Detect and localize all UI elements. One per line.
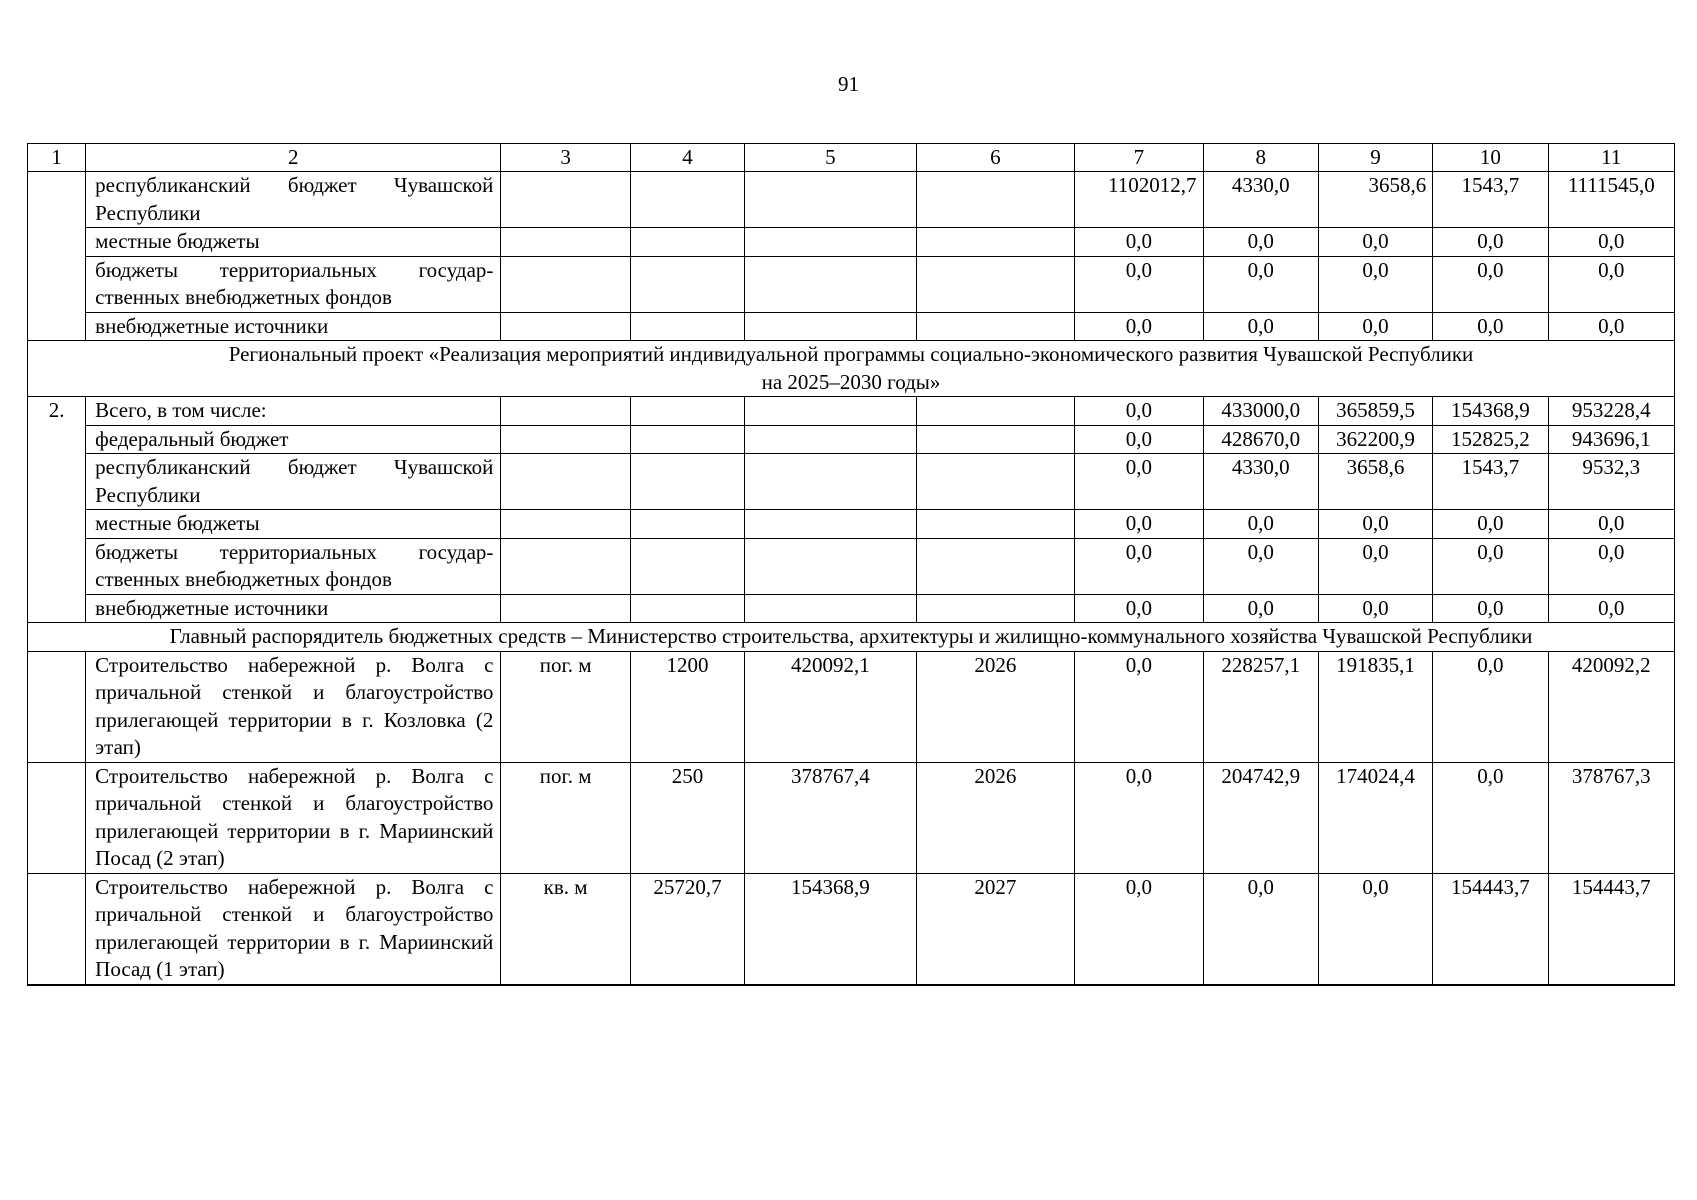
table-row [28,256,1675,312]
table-row [28,397,1675,426]
row-number-cell [28,256,86,312]
value-cell: 0,0 [1075,425,1203,454]
source-name: местные бюджеты [86,510,501,539]
column-header: 1 [28,144,86,172]
row-number-cell [28,594,86,623]
object-row [28,651,1675,762]
source-name: республиканский бюджет Чувашской Республики [86,454,501,510]
empty-cell [916,454,1074,510]
year-cell: 2026 [916,651,1074,762]
empty-cell [501,510,630,539]
value-cell: 0,0 [1075,762,1203,873]
chief-manager-row [28,623,1675,652]
value-cell: 4330,0 [1203,172,1318,228]
column-header: 4 [630,144,744,172]
object-name: Строительство набережной р. Волга с причальной стенкой и благоустройство прилегающей территории в г. Мариинский Посад (2 этап) [86,762,501,873]
empty-cell [630,425,744,454]
column-header: 9 [1318,144,1432,172]
row-number-cell [28,228,86,257]
empty-cell [916,228,1074,257]
empty-cell [501,454,630,510]
value-cell: 0,0 [1075,228,1203,257]
column-header: 7 [1075,144,1203,172]
table-row [28,454,1675,510]
empty-cell [630,397,744,426]
source-name: Всего, в том числе: [86,397,501,426]
capacity-cell: 25720,7 [630,873,744,985]
empty-cell [745,228,917,257]
unit-cell: кв. м [501,873,630,985]
value-cell: 0,0 [1203,538,1318,594]
empty-cell [745,172,917,228]
value-cell: 174024,4 [1318,762,1432,873]
empty-cell [501,172,630,228]
value-cell: 0,0 [1203,228,1318,257]
value-cell: 0,0 [1318,312,1432,341]
value-cell: 0,0 [1075,397,1203,426]
value-cell: 0,0 [1318,594,1432,623]
value-cell: 1102012,7 [1075,172,1203,228]
table-row [28,594,1675,623]
value-cell: 0,0 [1318,538,1432,594]
value-cell: 378767,3 [1548,762,1674,873]
value-cell: 228257,1 [1203,651,1318,762]
object-name: Строительство набережной р. Волга с причальной стенкой и благоустройство прилегающей территории в г. Мариинский Посад (1 этап) [86,873,501,985]
empty-cell [501,538,630,594]
value-cell: 0,0 [1548,594,1674,623]
year-cell: 2027 [916,873,1074,985]
table-row [28,312,1675,341]
empty-cell [916,425,1074,454]
empty-cell [630,454,744,510]
empty-cell [745,538,917,594]
value-cell: 0,0 [1548,256,1674,312]
value-cell: 154443,7 [1548,873,1674,985]
value-cell: 0,0 [1318,510,1432,539]
empty-cell [745,256,917,312]
empty-cell [916,172,1074,228]
value-cell: 0,0 [1548,538,1674,594]
table-row [28,228,1675,257]
object-name: Строительство набережной р. Волга с причальной стенкой и благоустройство прилегающей территории в г. Козловка (2 этап) [86,651,501,762]
column-header: 3 [501,144,630,172]
empty-cell [916,256,1074,312]
row-number-cell [28,510,86,539]
regional-project-line-2: на 2025–2030 годы» [761,369,941,394]
value-cell: 0,0 [1433,312,1548,341]
budget-table [27,143,1675,986]
column-header: 2 [86,144,501,172]
empty-cell [501,228,630,257]
row-number-cell [28,454,86,510]
row-number-cell: 2. [28,397,86,426]
empty-cell [745,594,917,623]
column-number-row [28,144,1675,172]
cost-cell: 420092,1 [745,651,917,762]
value-cell: 152825,2 [1433,425,1548,454]
empty-cell [916,312,1074,341]
empty-cell [745,397,917,426]
source-name: внебюджетные источники [86,312,501,341]
source-name: бюджеты территориальных государственных внебюджетных фондов [86,256,501,312]
empty-cell [501,312,630,341]
empty-cell [630,510,744,539]
value-cell: 0,0 [1433,762,1548,873]
value-cell: 0,0 [1433,651,1548,762]
unit-cell: пог. м [501,762,630,873]
value-cell: 365859,5 [1318,397,1432,426]
value-cell: 0,0 [1075,510,1203,539]
value-cell: 0,0 [1075,454,1203,510]
page-number: 91 [838,72,859,96]
unit-cell: пог. м [501,651,630,762]
empty-cell [916,510,1074,539]
source-name: федеральный бюджет [86,425,501,454]
value-cell: 420092,2 [1548,651,1674,762]
value-cell: 0,0 [1548,312,1674,341]
empty-cell [630,312,744,341]
value-cell: 433000,0 [1203,397,1318,426]
value-cell: 0,0 [1075,538,1203,594]
column-header: 10 [1433,144,1548,172]
column-header: 8 [1203,144,1318,172]
capacity-cell: 1200 [630,651,744,762]
chief-manager-title: Главный распорядитель бюджетных средств – Министерство строительства, архитектуры и жилищно-коммунального хозяйства Чувашской Республики [28,623,1675,652]
row-number-cell [28,312,86,341]
regional-project-row [28,341,1675,397]
row-number-cell [28,762,86,873]
value-cell: 9532,3 [1548,454,1674,510]
value-cell: 0,0 [1433,228,1548,257]
empty-cell [630,172,744,228]
value-cell: 0,0 [1075,312,1203,341]
value-cell: 0,0 [1203,873,1318,985]
empty-cell [745,454,917,510]
value-cell: 0,0 [1433,256,1548,312]
table-row [28,172,1675,228]
column-header: 6 [916,144,1074,172]
value-cell: 0,0 [1318,873,1432,985]
value-cell: 428670,0 [1203,425,1318,454]
empty-cell [630,594,744,623]
value-cell: 0,0 [1318,228,1432,257]
regional-project-line-1: Региональный проект «Реализация мероприятий индивидуальной программы социально-экономического развития Чувашской Республики [228,342,1474,366]
value-cell: 0,0 [1203,312,1318,341]
value-cell: 362200,9 [1318,425,1432,454]
value-cell: 204742,9 [1203,762,1318,873]
value-cell: 1111545,0 [1548,172,1674,228]
value-cell: 3658,6 [1318,172,1432,228]
empty-cell [916,397,1074,426]
source-name: республиканский бюджет Чувашской Республики [86,172,501,228]
value-cell: 3658,6 [1318,454,1432,510]
value-cell: 943696,1 [1548,425,1674,454]
value-cell: 191835,1 [1318,651,1432,762]
value-cell: 0,0 [1433,594,1548,623]
row-number-cell [28,873,86,985]
value-cell: 0,0 [1075,873,1203,985]
object-row [28,873,1675,985]
value-cell: 4330,0 [1203,454,1318,510]
value-cell: 0,0 [1203,256,1318,312]
value-cell: 0,0 [1075,256,1203,312]
table-row [28,425,1675,454]
table-row [28,538,1675,594]
year-cell: 2026 [916,762,1074,873]
capacity-cell: 250 [630,762,744,873]
source-name: местные бюджеты [86,228,501,257]
value-cell: 0,0 [1203,510,1318,539]
value-cell: 154443,7 [1433,873,1548,985]
cost-cell: 154368,9 [745,873,917,985]
cost-cell: 378767,4 [745,762,917,873]
empty-cell [745,510,917,539]
source-name: внебюджетные источники [86,594,501,623]
empty-cell [916,538,1074,594]
empty-cell [745,312,917,341]
empty-cell [745,425,917,454]
empty-cell [501,594,630,623]
empty-cell [501,425,630,454]
value-cell: 0,0 [1318,256,1432,312]
object-row [28,762,1675,873]
value-cell: 0,0 [1075,651,1203,762]
empty-cell [501,397,630,426]
row-number-cell [28,651,86,762]
value-cell: 953228,4 [1548,397,1674,426]
value-cell: 0,0 [1548,510,1674,539]
value-cell: 154368,9 [1433,397,1548,426]
source-name: бюджеты территориальных государственных внебюджетных фондов [86,538,501,594]
value-cell: 1543,7 [1433,172,1548,228]
value-cell: 0,0 [1203,594,1318,623]
column-header: 5 [745,144,917,172]
column-header: 11 [1548,144,1674,172]
value-cell: 0,0 [1548,228,1674,257]
regional-project-title [28,341,1675,397]
value-cell: 1543,7 [1433,454,1548,510]
value-cell: 0,0 [1433,510,1548,539]
empty-cell [630,538,744,594]
empty-cell [501,256,630,312]
empty-cell [916,594,1074,623]
row-number-cell [28,425,86,454]
row-number-cell [28,538,86,594]
value-cell: 0,0 [1433,538,1548,594]
value-cell: 0,0 [1075,594,1203,623]
row-number-cell [28,172,86,228]
empty-cell [630,256,744,312]
table-row [28,510,1675,539]
empty-cell [630,228,744,257]
